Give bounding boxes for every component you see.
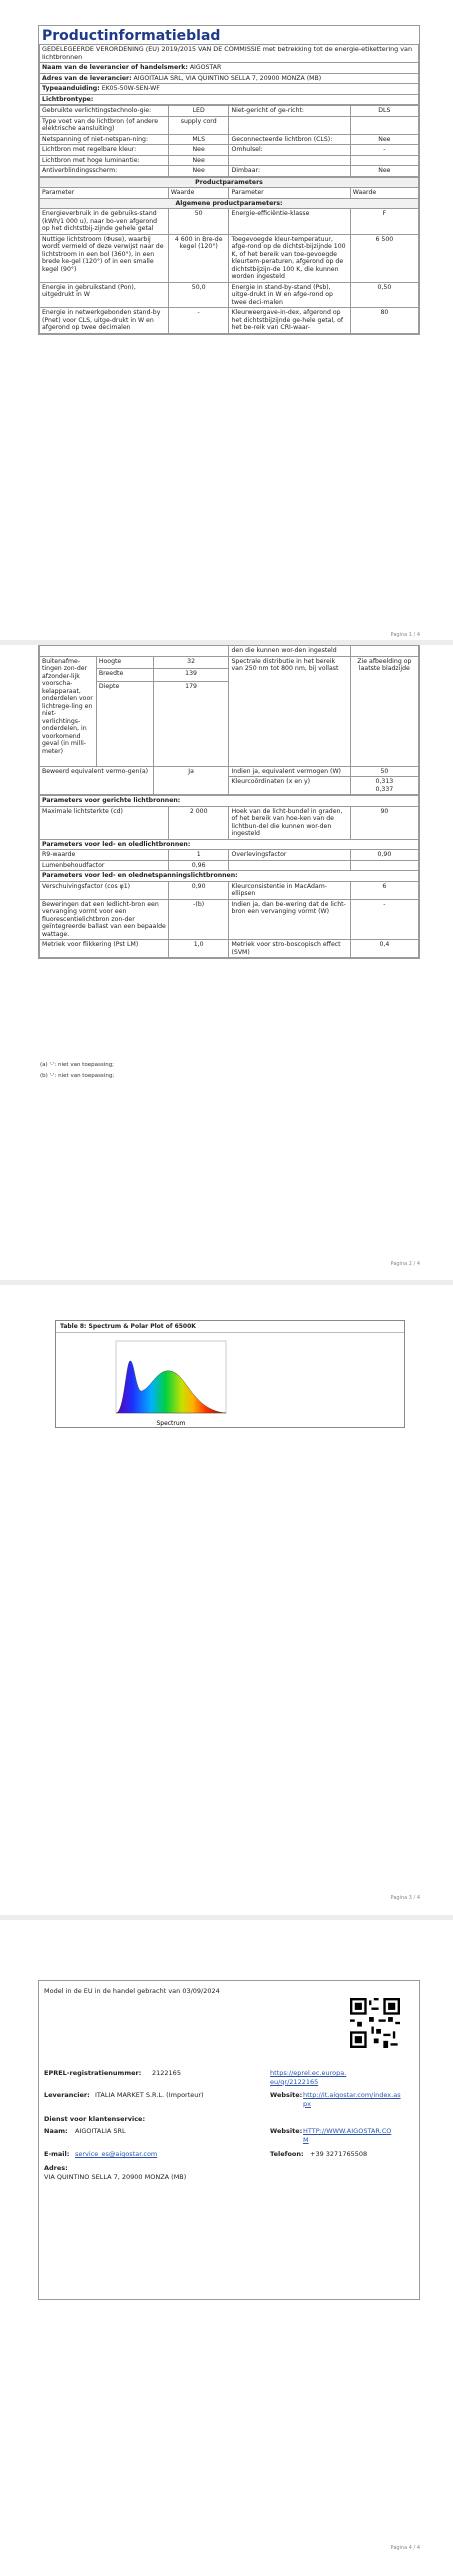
param-value: Nee (168, 145, 229, 156)
param-value-right (350, 155, 418, 166)
param-value-right: Nee (350, 134, 418, 145)
dir-right-label: Hoek van de licht-bundel in graden, of het bereik van hoe-ken van de lichtbun-del die kunnen wor-den ingesteld (229, 806, 350, 839)
addr-value: VIA QUINTINO SELLA 7, 20900 MONZA (MB) (44, 2173, 187, 2181)
spectrum-figure (55, 1320, 405, 1428)
led-heading: Parameters voor led- en oledlichtbronnen: (40, 839, 419, 850)
x-axis-label: Spectrum (156, 1420, 186, 1427)
page-number: Pagina 2 / 4 (390, 1261, 420, 1267)
name-label: Naam: (44, 2127, 68, 2135)
param-value-right: 6 (350, 881, 418, 899)
table-row (40, 166, 419, 177)
dim-width-label: Breedte (96, 669, 153, 682)
website-label: Website: (270, 2091, 303, 2099)
param-label-right (229, 116, 350, 134)
regulation-text: GEDELEGEERDE VERORDENING (EU) 2019/2015 VAN DE COMMISSIE met betrekking tot de energie-etikettering van lichtbronnen (40, 45, 419, 63)
table-row (40, 145, 419, 156)
table-row (40, 106, 419, 117)
dims-label: Buitenafme-tingen zon-der afzonder-lijk voorscha-kelapparaat, onderdelen voor lichtrege-ling en niet-verlichtings-onderdelen, in voorkomend geval (in milli-meter) (40, 656, 97, 766)
supplier-value: ITALIA MARKET S.R.L. (Importeur) (95, 2091, 204, 2099)
param-value-right: - (350, 145, 418, 156)
website2-label: Website: (270, 2127, 303, 2135)
table-row (40, 282, 419, 308)
param-label-right: Overlevingsfactor (229, 850, 350, 861)
param-value: LED (168, 106, 229, 117)
placed-on-market: Model in de EU in de handel gebracht van 03/09/2024 (44, 1987, 220, 1995)
addr-label: Adres: (44, 2164, 68, 2172)
table-row (40, 308, 419, 334)
table-row (40, 209, 419, 235)
service-heading: Dienst voor klantenservice: (44, 2115, 146, 2123)
lighttype-table (39, 105, 419, 177)
param-value: 0,96 (168, 860, 229, 871)
lighttype-heading: Lichtbrontype: (40, 94, 419, 105)
param-value: Nee (168, 166, 229, 177)
param-value-right: 0,90 (350, 850, 418, 861)
param-value: supply cord (168, 116, 229, 134)
dir-value: 2 000 (168, 806, 229, 839)
param-label: Gebruikte verlichtingstechnolo-gie: (40, 106, 169, 117)
phone-label: Telefoon: (270, 2150, 304, 2158)
param-label-right: Geconnecteerde lichtbron (CLS): (229, 134, 350, 145)
param-value-right: F (350, 209, 418, 235)
param-label: Energie in netwerkgebonden stand-by (Pnet) voor CLS, uitge-drukt in W en afgerond op twee decimalen (40, 308, 169, 334)
general-heading: Algemene productparameters: (40, 198, 419, 209)
claim-right-label: Indien ja, equivalent vermogen (W) (229, 766, 350, 777)
param-value-right (350, 860, 418, 871)
param-value: 1 (168, 850, 229, 861)
param-label-right: Niet-gericht of ge-richt: (229, 106, 350, 117)
dim-width-value: 139 (153, 669, 229, 682)
footnote-b: (b) '-': niet van toepassing; (40, 1073, 115, 1079)
param-label-right: Energie-efficiëntie-klasse (229, 209, 350, 235)
qr-code (350, 1998, 400, 2048)
table-row (40, 860, 419, 871)
dim-depth-value: 179 (153, 681, 229, 766)
params-heading: Productparameters (40, 177, 419, 188)
dir-label: Maximale lichtsterkte (cd) (40, 806, 169, 839)
table-row (40, 850, 419, 861)
param-label: Lichtbron met regelbare kleur: (40, 145, 169, 156)
col-value: Waarde (168, 188, 229, 199)
model-value: EK05-50W-SEN-WF (101, 85, 160, 92)
page-1 (0, 0, 453, 640)
col-parameter-2: Parameter (229, 188, 350, 199)
directional-heading: Parameters voor gerichte lichtbronnen: (40, 796, 419, 807)
param-label: Energie in gebruikstand (Pon), uitgedrukt in W (40, 282, 169, 308)
chroma-y: 0,337 (375, 785, 394, 793)
param-value: 0,90 (168, 881, 229, 899)
email-link[interactable]: service_es@aigostar.com (75, 2150, 158, 2158)
param-label: Nuttige lichtstroom (Φuse), waarbij wordt vermeld of deze verwijst naar de lichtstroom in een bol (360°), in een brede ke-gel (120°) of in een smalle kegel (90°) (40, 234, 169, 282)
param-value-right: - (350, 899, 418, 940)
claim-right-value: 50 (350, 766, 418, 777)
params-table (39, 177, 419, 334)
claim-value: Ja (153, 766, 229, 795)
param-value: MLS (168, 134, 229, 145)
param-label-right: Dimbaar: (229, 166, 350, 177)
spectral-value: Zie afbeelding op laatste bladzijde (350, 656, 418, 766)
cont-table (39, 645, 419, 795)
continued-text: den die kunnen wor-den ingesteld (229, 646, 350, 657)
supplier-row (40, 63, 419, 74)
email-label: E-mail: (44, 2150, 70, 2158)
table-row (40, 116, 419, 134)
param-value-right: Nee (350, 166, 418, 177)
param-label-right: Indien ja, dan be-wering dat de licht-bron een vervanging vormt (W) (229, 899, 350, 940)
param-label-right: Energie in stand-by-stand (Psb), uitge-drukt in W en afge-rond op twee deci-malen (229, 282, 350, 308)
param-value: 4 600 in Bre-de kegel (120°) (168, 234, 229, 282)
param-value: 50 (168, 209, 229, 235)
claim-label: Beweerd equivalent vermo-gen(a) (40, 766, 154, 795)
mains-heading: Parameters voor led- en olednetspanningslichtbronnen: (40, 871, 419, 882)
model-row (40, 84, 419, 95)
table-row (40, 134, 419, 145)
address-label: Adres van de leverancier: (42, 74, 132, 82)
param-value-right: DLS (350, 106, 418, 117)
param-label: R9-waarde (40, 850, 169, 861)
figure-title: Table 8: Spectrum & Polar Plot of 6500K (56, 1321, 404, 1333)
param-value-right (350, 116, 418, 134)
blank-cell (40, 646, 229, 657)
eprel-label: EPREL-registratienummer: (44, 2069, 142, 2077)
table-row (40, 940, 419, 958)
param-label: Netspanning of niet-netspan-ning: (40, 134, 169, 145)
blank-cell (350, 646, 418, 657)
param-label-right: Kleurconsistentie in MacAdam-ellipsen (229, 881, 350, 899)
footnote-a: (a) '-': niet van toepassing; (40, 1062, 115, 1068)
param-value: -(b) (168, 899, 229, 940)
col-parameter: Parameter (40, 188, 169, 199)
chroma-label: Kleurcoördinaten (x en y) (229, 777, 350, 795)
page-2 (0, 645, 453, 1280)
page-number: Pagina 3 / 4 (390, 1895, 420, 1901)
param-label-right (229, 155, 350, 166)
params-table-cont (38, 645, 420, 959)
param-label-right: Toegevoegde kleur-temperatuur, afge-rond op de dichtst-bijzijnde 100 K, of het bereik van toe-gevoegde kleurtem-peraturen, afgerond op de dichtstbijzijn-de 100 K, die kunnen worden ingesteld (229, 234, 350, 282)
param-value-right: 0,50 (350, 282, 418, 308)
param-label-right (229, 860, 350, 871)
header-table (39, 44, 419, 105)
param-label-right: Kleurweergave-in-dex, afgerond op het dichtstbijzijnde ge-hele getal, of het be-reik van CRI-waar- (229, 308, 350, 334)
page-title: Productinformatieblad (42, 28, 221, 44)
dim-depth-label: Diepte (96, 681, 153, 766)
param-label: Verschuivingsfactor (cos φ1) (40, 881, 169, 899)
table-row (40, 234, 419, 282)
param-value: 1,0 (168, 940, 229, 958)
param-label: Metriek voor flikkering (Pst LM) (40, 940, 169, 958)
sub-params-table (39, 795, 419, 958)
param-value-right: 0,4 (350, 940, 418, 958)
param-value-right: 80 (350, 308, 418, 334)
spectral-label: Spectrale distributie in het bereik van 250 nm tot 800 nm, bij vollast (229, 656, 350, 766)
table-row (40, 155, 419, 166)
spectrum-curve (116, 1361, 226, 1413)
product-sheet-table (38, 25, 420, 335)
param-label: Antiverblindingsscherm: (40, 166, 169, 177)
supplier-value: AIGOSTAR (189, 64, 222, 71)
dim-height-value: 32 (153, 656, 229, 669)
col-value-2: Waarde (350, 188, 418, 199)
param-label-right: Metriek voor stro-boscopisch effect (SVM) (229, 940, 350, 958)
eprel-value: 2122165 (152, 2069, 181, 2077)
phone-value: +39 3271765508 (310, 2150, 368, 2158)
model-label: Typeaanduiding: (42, 85, 100, 92)
page-number: Pagina 1 / 4 (390, 632, 420, 638)
param-label: Lumenbehoudfactor (40, 860, 169, 871)
eprel-link[interactable]: https://eprel.ec.europa.eu/qr/2122165 (270, 2069, 347, 2086)
page-number: Pagina 4 / 4 (390, 2545, 420, 2551)
param-label: Lichtbron met hoge luminantie: (40, 155, 169, 166)
name-value: AIGOITALIA SRL (75, 2127, 126, 2135)
address-value: AIGOITALIA SRL, VIA QUINTINO SELLA 7, 20900 MONZA (MB) (133, 74, 322, 82)
table-row (40, 899, 419, 940)
param-label: Beweringen dat een ledlicht-bron een vervanging vormt voor een fluorescentielichtbron zon-der geïntegreerde ballast van een bepaalde wattage. (40, 899, 169, 940)
param-label: Energieverbruik in de gebruiks-stand (kWh/1 000 u), naar bo-ven afgerond op het dichtstbij-zijnde gehele getal (40, 209, 169, 235)
param-value: Nee (168, 155, 229, 166)
website2-link[interactable]: HTTP://WWW.AIGOSTAR.COM (303, 2127, 392, 2144)
spectrum-chart (56, 1333, 404, 1429)
param-value-right: 6 500 (350, 234, 418, 282)
param-label-right: Omhulsel: (229, 145, 350, 156)
chroma-values (350, 777, 418, 795)
param-value: - (168, 308, 229, 334)
website-link[interactable]: http://it.aigostar.com/index.aspx (303, 2091, 401, 2108)
dim-height-label: Hoogte (96, 656, 153, 669)
table-row (40, 881, 419, 899)
chroma-x: 0,313 (375, 778, 394, 785)
supplier-label: Naam van de leverancier of handelsmerk: (42, 64, 188, 71)
dir-right-value: 90 (350, 806, 418, 839)
supplier-label: Leverancier: (44, 2091, 90, 2099)
param-label: Type voet van de lichtbron (of andere elektrische aansluiting) (40, 116, 169, 134)
address-row (40, 73, 419, 84)
param-value: 50,0 (168, 282, 229, 308)
